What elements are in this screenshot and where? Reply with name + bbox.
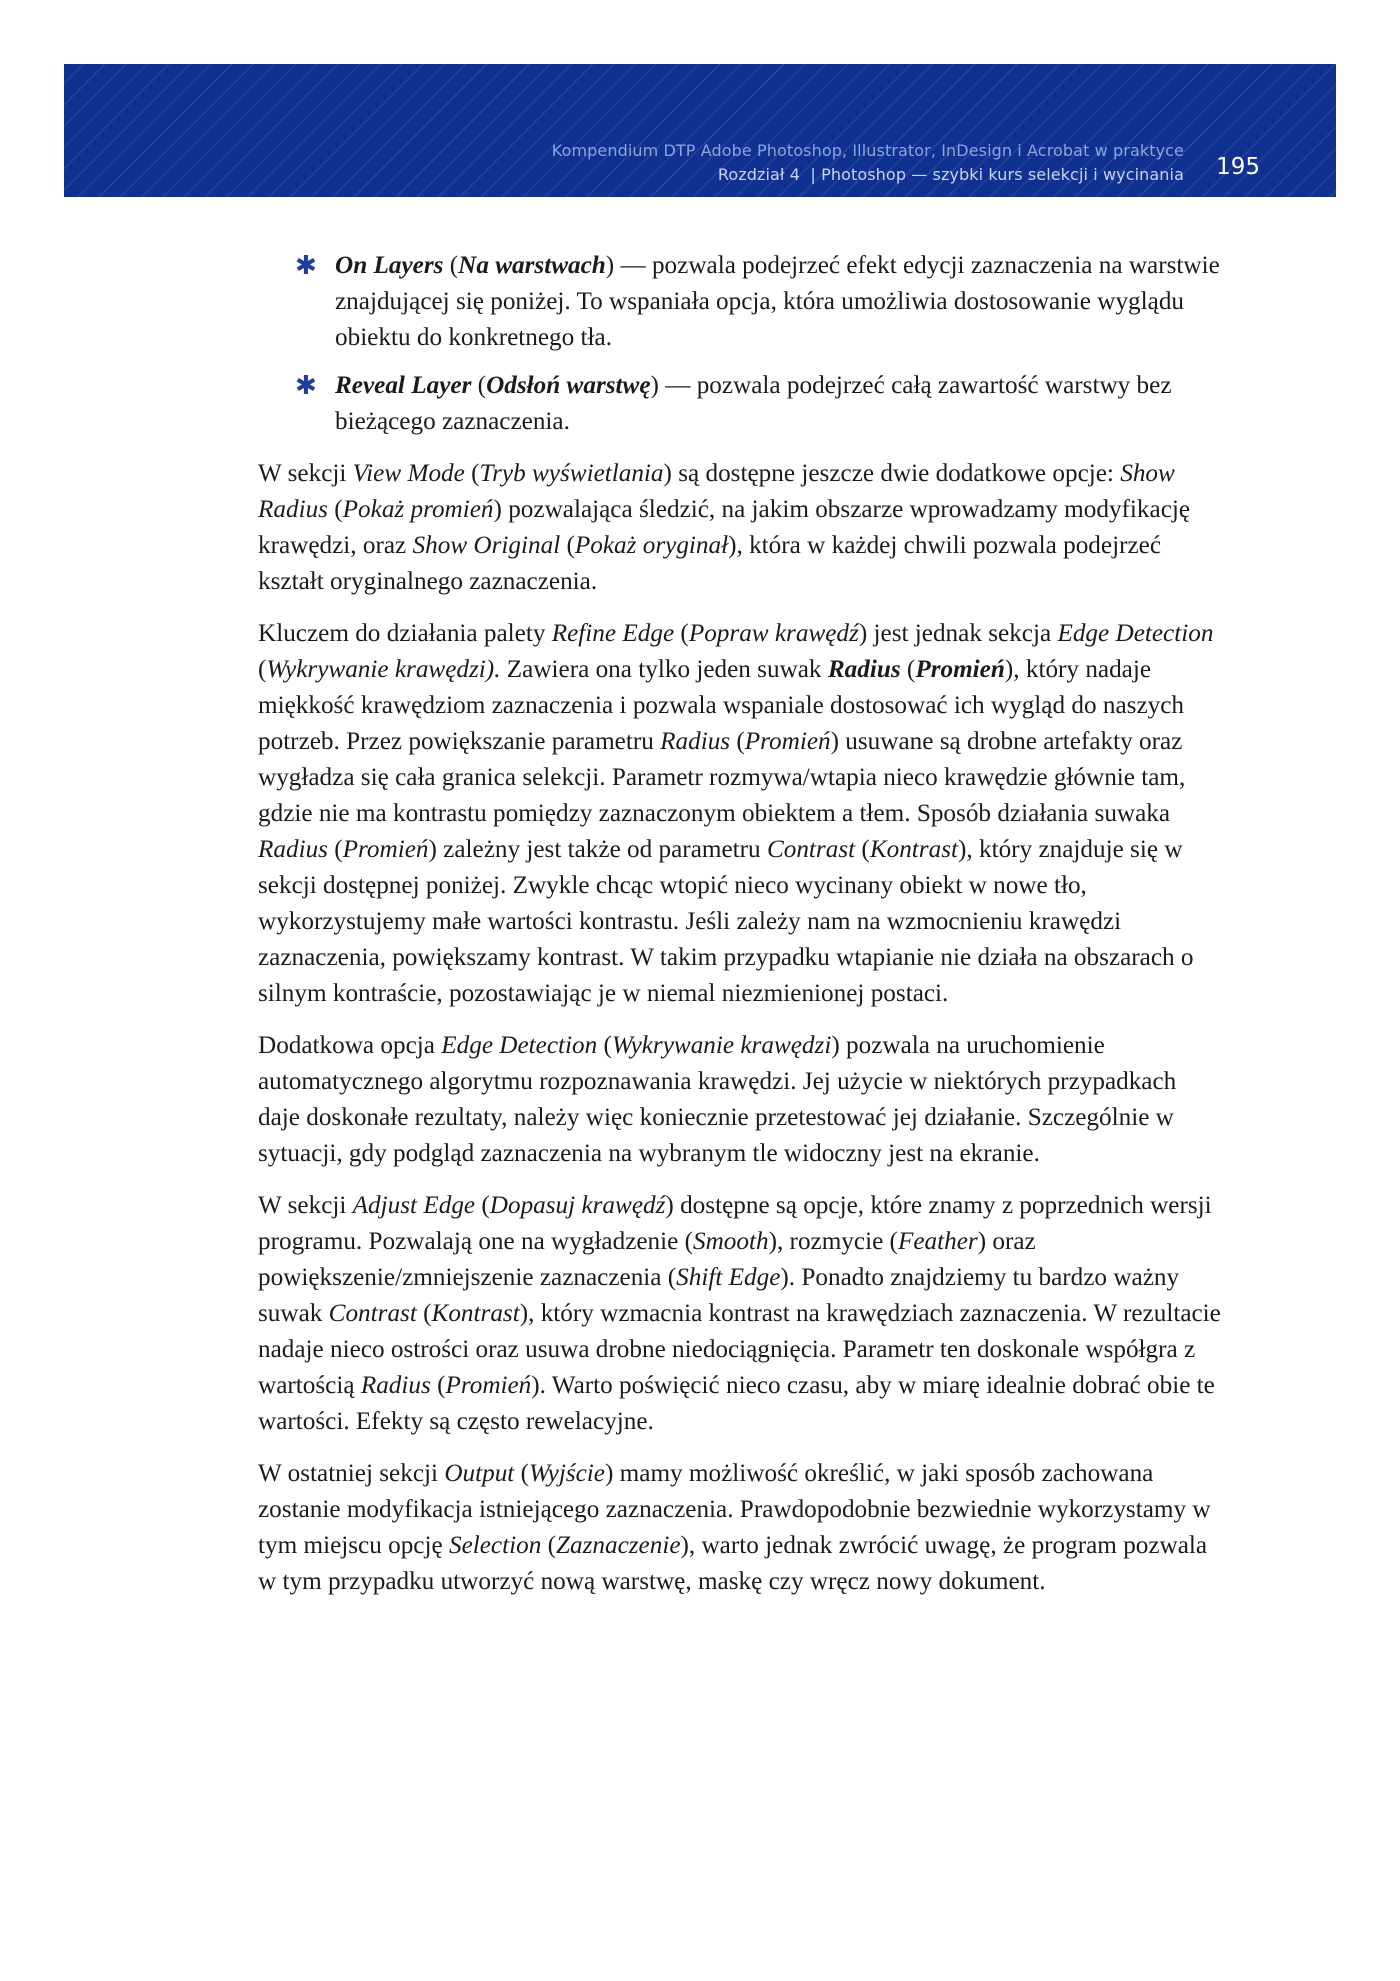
term: On Layers xyxy=(335,252,444,279)
italic-term: Popraw krawędź xyxy=(688,620,859,647)
italic-term: Pokaż oryginał xyxy=(574,532,729,559)
text-run: ( xyxy=(855,836,870,863)
chapter-line xyxy=(552,163,1184,187)
italic-term: Promień xyxy=(342,836,429,863)
italic-term: Contrast xyxy=(328,1300,417,1327)
text-run: ( xyxy=(471,372,487,399)
text-run: ). Ponadto znajdziemy tu bardzo ważny suwak xyxy=(258,1264,1180,1327)
italic-term: Promień xyxy=(445,1372,532,1399)
italic-term: Output xyxy=(444,1460,515,1487)
text-run: ) mamy możliwość określić, w jaki sposób zachowana zostanie modyfikacja istniejącego zaznaczenia. Prawdopodobnie bezwiednie wykorzystamy w tym miejscu opcję xyxy=(258,1460,1211,1559)
text-run: ( xyxy=(674,620,689,647)
bold-term: Radius xyxy=(827,656,901,683)
italic-term: Pokaż promień xyxy=(342,496,494,523)
italic-term: Tryb wyświetlania xyxy=(479,460,664,487)
text-run: W sekcji xyxy=(258,460,353,487)
text-run: W ostatniej sekcji xyxy=(258,1460,445,1487)
text-run: ( xyxy=(443,252,459,279)
text-run: ( xyxy=(464,460,480,487)
header-separator: | xyxy=(810,165,816,184)
text-run: ), który nadaje miękkość krawędziom zaznaczenia i pozwala wspaniale dostosować ich wygląd do naszych potrzeb. Przez powiększanie parametru xyxy=(258,656,1184,755)
text-run: ) — pozwala podejrzeć całą zawartość warstwy bez bieżącego zaznaczenia. xyxy=(335,372,1172,435)
italic-term: Radius xyxy=(660,728,731,755)
italic-term: Promień xyxy=(744,728,831,755)
paragraph xyxy=(258,1188,1224,1440)
text-run: ). Warto poświęcić nieco czasu, aby w miarę idealnie dobrać obie te wartości. Efekty są często rewelacyjne. xyxy=(258,1372,1215,1435)
italic-term: Wykrywanie krawędzi xyxy=(611,1032,832,1059)
text-run: ( xyxy=(541,1532,556,1559)
page-body xyxy=(258,248,1224,1616)
term-translation: Odsłoń warstwę xyxy=(486,372,651,399)
text-run: ( xyxy=(258,656,267,683)
italic-term: Show Original xyxy=(412,532,561,559)
paragraph xyxy=(258,1456,1224,1600)
bold-term: Promień xyxy=(915,656,1005,683)
text-run: ( xyxy=(900,656,916,683)
paragraph xyxy=(258,616,1224,1012)
paragraph xyxy=(258,456,1224,600)
text-run: ), który znajduje się w sekcji dostępnej poniżej. Zwykle chcąc wtopić nieco wycinany obiekt w nowe tło, wykorzystujemy małe wartości kontrastu. Jeśli zależy nam na wzmocnieniu krawędzi zaznaczenia, powiększamy kontrast. W takim przypadku wtapianie nie działa na obszarach o silnym kontraście, pozostawiając je w niemal niezmienionej postaci. xyxy=(258,836,1194,1007)
italic-term: Edge Detection xyxy=(1057,620,1214,647)
italic-term: Wyjście xyxy=(528,1460,605,1487)
book-title: Kompendium DTP Adobe Photoshop, Illustrator, InDesign i Acrobat w praktyce xyxy=(551,141,1184,160)
text-run: W sekcji xyxy=(258,1192,353,1219)
text-run: ( xyxy=(597,1032,612,1059)
italic-term: Kontrast xyxy=(431,1300,520,1327)
italic-term: Shift Edge xyxy=(676,1264,781,1291)
italic-term: Dopasuj krawędź xyxy=(489,1192,666,1219)
text-run: ) jest jednak sekcja xyxy=(858,620,1058,647)
text-run: ) są dostępne jeszcze dwie dodatkowe opcje: xyxy=(663,460,1121,487)
text-run: ), rozmycie ( xyxy=(768,1228,898,1255)
term-translation: Na warstwach xyxy=(458,252,606,279)
asterisk-bullet-icon: ✱ xyxy=(295,251,317,281)
running-header xyxy=(552,139,1184,187)
italic-term: Contrast xyxy=(766,836,856,863)
bullet-item xyxy=(258,248,1224,356)
asterisk-bullet-icon: ✱ xyxy=(295,371,317,401)
text-run: ( xyxy=(327,836,343,863)
text-run: ( xyxy=(730,728,745,755)
italic-term: Selection xyxy=(448,1532,542,1559)
chapter-label: Rozdział 4 xyxy=(717,165,801,184)
page-number: 195 xyxy=(1216,154,1260,180)
text-run: ) zależny jest także od parametru xyxy=(428,836,767,863)
text-run: ( xyxy=(430,1372,446,1399)
italic-term: Radius xyxy=(258,836,328,863)
italic-term: Show Radius xyxy=(258,460,1175,523)
chapter-title: Photoshop — szybki kurs selekcji i wycinania xyxy=(821,165,1184,184)
italic-term: Kontrast xyxy=(869,836,958,863)
text-run: ( xyxy=(327,496,343,523)
paragraph xyxy=(258,1028,1224,1172)
italic-term: Refine Edge xyxy=(551,620,675,647)
text-run: ( xyxy=(416,1300,432,1327)
italic-term: Feather xyxy=(897,1228,978,1255)
text-run: ( xyxy=(514,1460,529,1487)
text-run: ), który wzmacnia kontrast na krawędziach zaznaczenia. W rezultacie nadaje nieco ostrości oraz usuwa drobne niedociągnięcia. Parametr ten doskonale współgra z wartością xyxy=(258,1300,1221,1399)
term: Reveal Layer xyxy=(335,372,472,399)
text-run: Dodatkowa opcja xyxy=(258,1032,442,1059)
italic-term: Wykrywanie krawędzi). xyxy=(266,656,501,683)
text-run: ) oraz powiększenie/zmniejszenie zaznaczenia ( xyxy=(258,1228,1036,1291)
text-run: ), która w każdej chwili pozwala podejrzeć kształt oryginalnego zaznaczenia. xyxy=(258,532,1161,595)
text-run: ) usuwane są drobne artefakty oraz wygładza się cała granica selekcji. Parametr rozmywa/wtapia nieco krawędzie głównie tam, gdzie nie ma kontrastu pomiędzy zaznaczonym obiektem a tłem. Sposób działania suwaka xyxy=(258,728,1186,827)
text-run: ) pozwalająca śledzić, na jakim obszarze wprowadzamy modyfikację krawędzi, oraz xyxy=(258,496,1191,559)
italic-term: Zaznaczenie xyxy=(555,1532,681,1559)
text-run: ), warto jednak zwrócić uwagę, że program pozwala w tym przypadku utworzyć nową warstwę, maskę czy wręcz nowy dokument. xyxy=(258,1532,1208,1595)
text-run: Zawiera ona tylko jeden suwak xyxy=(500,656,828,683)
text-run: Kluczem do działania palety xyxy=(258,620,552,647)
italic-term: View Mode xyxy=(352,460,465,487)
italic-term: Adjust Edge xyxy=(352,1192,476,1219)
text-run: ) pozwala na uruchomienie automatycznego algorytmu rozpoznawania krawędzi. Jej użycie w niektórych przypadkach daje doskonałe rezultaty, należy więc koniecznie przetestować jej działanie. Szczególnie w sytuacji, gdy podgląd zaznaczenia na wybranym tle widoczny jest na ekranie. xyxy=(258,1032,1177,1167)
italic-term: Edge Detection xyxy=(441,1032,598,1059)
italic-term: Radius xyxy=(360,1372,431,1399)
text-run: ) dostępne są opcje, które znamy z poprzednich wersji programu. Pozwalają one na wygładzenie ( xyxy=(258,1192,1212,1255)
text-run: ( xyxy=(475,1192,490,1219)
text-run: ( xyxy=(560,532,575,559)
bullet-item xyxy=(258,368,1224,440)
page-header-band xyxy=(64,64,1336,197)
italic-term: Smooth xyxy=(693,1228,769,1255)
text-run: ) — pozwala podejrzeć efekt edycji zaznaczenia na warstwie znajdującej się poniżej. To wspaniała opcja, która umożliwia dostosowanie wyglądu obiektu do konkretnego tła. xyxy=(335,252,1220,351)
